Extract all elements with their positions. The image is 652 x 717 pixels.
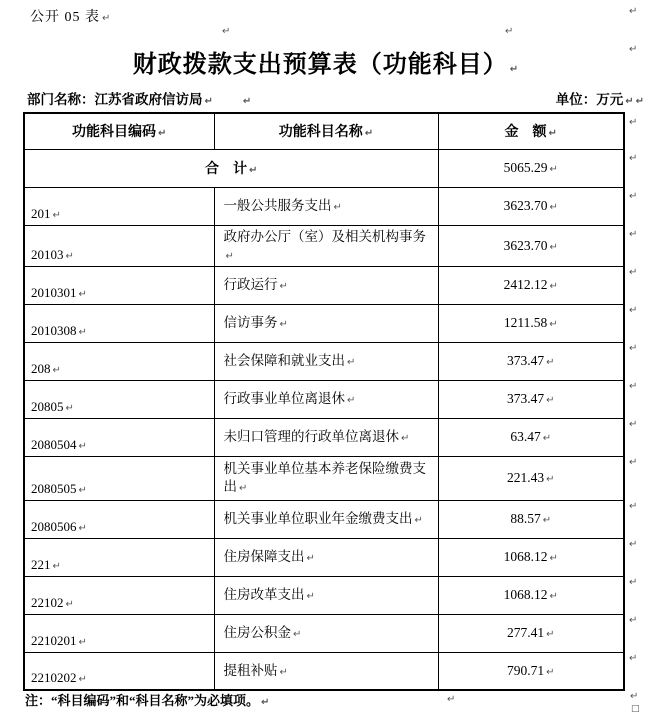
paragraph-mark-icon: ↵: [333, 201, 342, 213]
paragraph-mark-icon: ↵: [635, 96, 644, 107]
paragraph-mark-icon: ↵: [293, 629, 302, 641]
code-cell: 22102 ↵: [24, 576, 214, 614]
paragraph-mark-icon: ↵: [546, 395, 555, 407]
table-row: [24, 225, 624, 266]
paragraph-mark-icon: ↵: [629, 191, 638, 202]
code-cell: 2080504 ↵: [24, 418, 214, 456]
paragraph-mark-icon: ↵: [414, 515, 423, 527]
corner-table-label-text: 公开 05 表: [30, 10, 100, 25]
paragraph-mark-icon: ↵: [78, 636, 87, 648]
paragraph-mark-icon: ↵: [78, 484, 87, 496]
unit-label-text: 单位：万元: [555, 92, 624, 107]
table-row: [24, 538, 624, 576]
paragraph-mark-icon: ↵: [629, 577, 638, 588]
paragraph-mark-icon: ↵: [261, 697, 270, 708]
amount-cell: 88.57 ↵: [438, 500, 624, 538]
paragraph-mark-icon: ↵: [549, 319, 558, 331]
amount-cell: 373.47 ↵: [438, 380, 624, 418]
table-row: [24, 187, 624, 225]
code-cell: 2210201 ↵: [24, 614, 214, 652]
footnote: [25, 690, 269, 709]
code-cell: 208 ↵: [24, 342, 214, 380]
amount-cell: 790.71 ↵: [438, 652, 624, 690]
paragraph-mark-icon: ↵: [629, 267, 638, 278]
code-cell: 20103 ↵: [24, 225, 214, 266]
total-label-cell: 合 计 ↵: [24, 149, 438, 187]
amount-cell: 1211.58 ↵: [438, 304, 624, 342]
amount-cell: 3623.70 ↵: [438, 187, 624, 225]
paragraph-mark-icon: ↵: [52, 560, 61, 572]
table-row: [24, 342, 624, 380]
paragraph-mark-icon: ↵: [447, 694, 456, 705]
amount-cell: 1068.12 ↵: [438, 538, 624, 576]
paragraph-mark-icon: ↵: [549, 553, 558, 565]
paragraph-mark-icon: ↵: [279, 667, 288, 679]
paragraph-mark-icon: ↵: [629, 381, 638, 392]
paragraph-mark-icon: ↵: [505, 26, 514, 37]
paragraph-mark-icon: ↵: [629, 615, 638, 626]
paragraph-mark-icon: ↵: [347, 395, 356, 407]
paragraph-mark-icon: ↵: [542, 515, 552, 527]
paragraph-mark-icon: ↵: [629, 457, 638, 468]
paragraph-mark-icon: ↵: [629, 229, 638, 240]
page-title-text: 财政拨款支出预算表（功能科目）: [132, 52, 508, 78]
paragraph-mark-icon: ↵: [549, 164, 558, 175]
total-row: [24, 149, 624, 187]
table-row: [24, 418, 624, 456]
paragraph-mark-icon: ↵: [629, 153, 638, 164]
paragraph-mark-icon: ↵: [65, 250, 74, 262]
header-code: 功能科目编码 ↵: [24, 113, 214, 149]
paragraph-mark-icon: ↵: [625, 96, 634, 107]
code-cell: 2210202 ↵: [24, 652, 214, 690]
table-row: [24, 304, 624, 342]
amount-cell: 1068.12 ↵: [438, 576, 624, 614]
paragraph-mark-icon: ↵: [78, 674, 87, 686]
paragraph-mark-icon: ↵: [629, 6, 638, 17]
paragraph-mark-icon: ↵: [78, 288, 87, 300]
paragraph-mark-icon: ↵: [225, 250, 234, 262]
table-row: [24, 500, 624, 538]
amount-cell: 277.41 ↵: [438, 614, 624, 652]
paragraph-mark-icon: ↵: [347, 357, 356, 369]
code-cell: 2080505 ↵: [24, 456, 214, 500]
paragraph-mark-icon: ↵: [549, 202, 558, 213]
paragraph-mark-icon: ↵: [52, 364, 61, 376]
header-amount: 金 额 ↵: [438, 113, 624, 149]
code-cell: 2010301 ↵: [24, 266, 214, 304]
paragraph-mark-icon: ↵: [549, 591, 558, 603]
paragraph-mark-icon: ↵: [249, 165, 258, 176]
code-cell: 221 ↵: [24, 538, 214, 576]
paragraph-mark-icon: ↵: [78, 326, 87, 338]
paragraph-mark-icon: ↵: [306, 553, 315, 565]
paragraph-mark-icon: ↵: [364, 128, 374, 140]
name-cell: 信访事务 ↵: [214, 304, 438, 342]
name-cell: 机关事业单位职业年金缴费支出 ↵: [214, 500, 438, 538]
amount-cell: 3623.70 ↵: [438, 225, 624, 266]
paragraph-mark-icon: ↵: [546, 474, 555, 486]
paragraph-mark-icon: ↵: [549, 241, 558, 253]
amount-cell: 63.47 ↵: [438, 418, 624, 456]
name-cell: 未归口管理的行政单位离退休 ↵: [214, 418, 438, 456]
name-cell: 社会保障和就业支出 ↵: [214, 342, 438, 380]
name-cell: 提租补贴 ↵: [214, 652, 438, 690]
paragraph-mark-icon: ↵: [546, 629, 555, 641]
table-row: [24, 652, 624, 690]
name-cell: 住房公积金 ↵: [214, 614, 438, 652]
name-cell: 行政事业单位离退休 ↵: [214, 380, 438, 418]
table-header-row: [24, 113, 624, 149]
paragraph-mark-icon: ↵: [102, 13, 112, 24]
paragraph-mark-icon: ↵: [239, 483, 248, 495]
paragraph-mark-icon: ↵: [546, 357, 555, 369]
paragraph-mark-icon: ↵: [629, 539, 638, 550]
department-name-label: [27, 88, 251, 108]
paragraph-mark-icon: ↵: [158, 128, 167, 140]
paragraph-mark-icon: ↵: [52, 209, 61, 221]
total-amount-cell: 5065.29 ↵: [438, 149, 624, 187]
paragraph-mark-icon: ↵: [279, 319, 288, 331]
header-name: 功能科目名称 ↵: [214, 113, 438, 149]
paragraph-mark-icon: ↵: [630, 691, 639, 702]
name-cell: 住房保障支出 ↵: [214, 538, 438, 576]
code-cell: 20805 ↵: [24, 380, 214, 418]
paragraph-mark-icon: ↵: [629, 501, 638, 512]
paragraph-mark-icon: ↵: [629, 343, 638, 354]
budget-table: [23, 112, 625, 691]
paragraph-mark-icon: ↵: [629, 117, 638, 128]
table-row: [24, 456, 624, 500]
paragraph-mark-icon: ↵: [549, 281, 558, 293]
table-row: [24, 614, 624, 652]
paragraph-mark-icon: ↵: [204, 96, 213, 107]
amount-cell: 221.43 ↵: [438, 456, 624, 500]
footnote-text: 注：“科目编码”和“科目名称”为必填项。: [25, 693, 260, 708]
paragraph-mark-icon: ↵: [542, 433, 552, 445]
paragraph-mark-icon: ↵: [222, 26, 231, 37]
name-cell: 政府办公厅（室）及相关机构事务↵: [214, 225, 438, 266]
code-cell: 2010308 ↵: [24, 304, 214, 342]
amount-cell: 2412.12 ↵: [438, 266, 624, 304]
name-cell: 机关事业单位基本养老保险缴费支出 ↵: [214, 456, 438, 500]
paragraph-mark-icon: ↵: [65, 598, 74, 610]
paragraph-mark-icon: ↵: [548, 128, 557, 140]
table-row: [24, 380, 624, 418]
paragraph-mark-icon: ↵: [629, 653, 638, 664]
code-cell: 2080506 ↵: [24, 500, 214, 538]
table-row: [24, 266, 624, 304]
name-cell: 行政运行 ↵: [214, 266, 438, 304]
table-row: [24, 576, 624, 614]
code-cell: 201 ↵: [24, 187, 214, 225]
page-title: [0, 44, 652, 79]
paragraph-mark-icon: ↵: [306, 591, 315, 603]
unit-label: [556, 88, 644, 108]
paragraph-mark-icon: ↵: [629, 305, 638, 316]
amount-cell: 373.47 ↵: [438, 342, 624, 380]
paragraph-mark-icon: ↵: [629, 44, 638, 55]
corner-table-label: [30, 6, 111, 26]
paragraph-mark-icon: ↵: [401, 433, 410, 445]
paragraph-mark-icon: ↵: [78, 440, 87, 452]
anchor-square-icon: □: [631, 704, 640, 714]
paragraph-mark-icon: ↵: [629, 419, 638, 430]
paragraph-mark-icon: ↵: [65, 402, 74, 414]
paragraph-mark-icon: ↵: [279, 281, 288, 293]
name-cell: 住房改革支出 ↵: [214, 576, 438, 614]
paragraph-mark-icon: ↵: [509, 64, 520, 75]
paragraph-mark-icon: ↵: [78, 522, 87, 534]
paragraph-mark-icon: ↵: [546, 667, 555, 679]
paragraph-mark-icon: ↵: [242, 96, 252, 107]
name-cell: 一般公共服务支出 ↵: [214, 187, 438, 225]
department-name-text: 部门名称：江苏省政府信访局: [27, 92, 203, 107]
